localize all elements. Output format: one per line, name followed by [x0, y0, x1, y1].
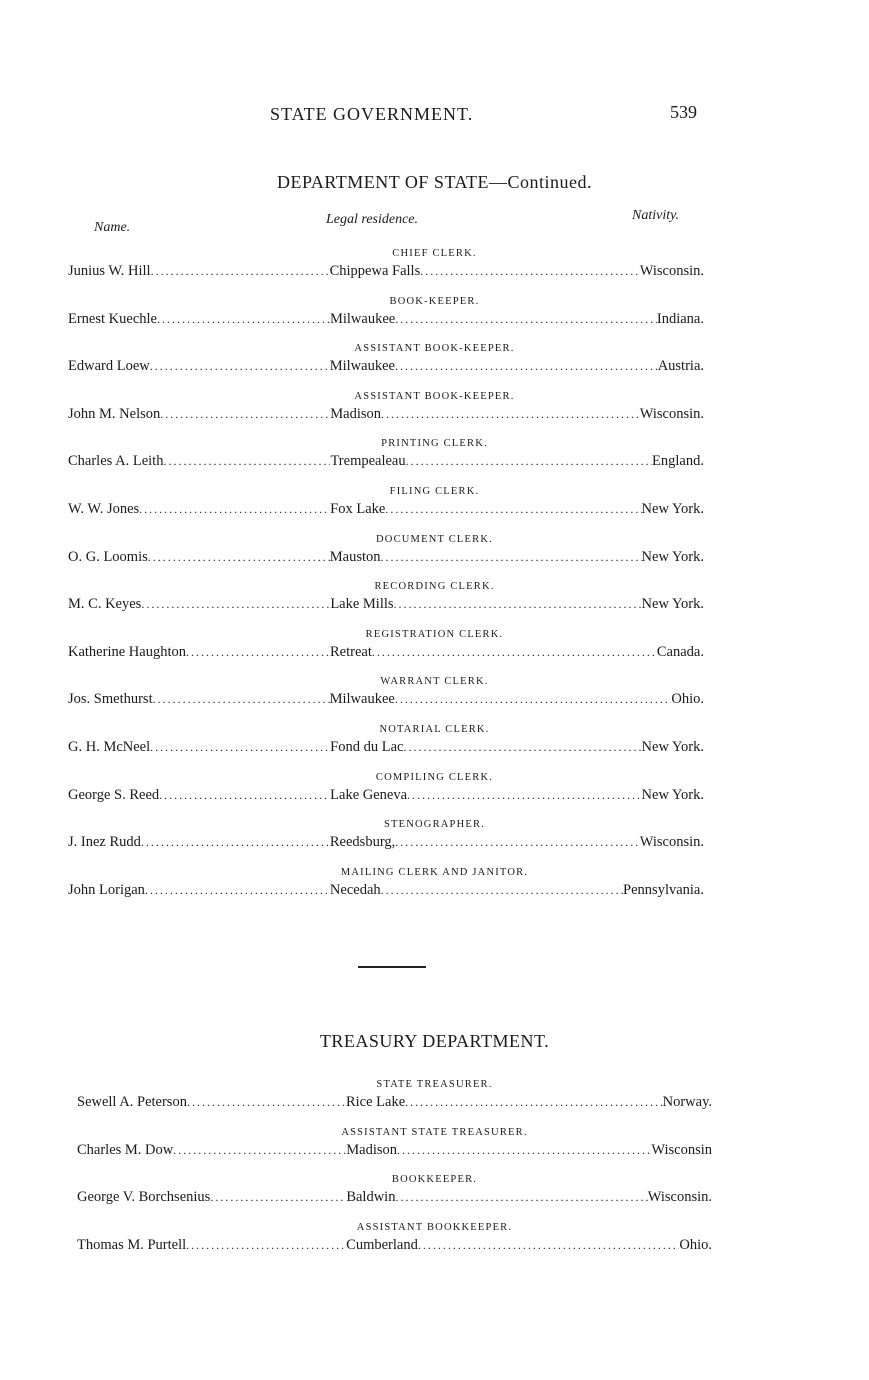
nativity: Canada. [656, 643, 704, 660]
entry-row [68, 785, 704, 805]
office-title: RECORDING CLERK. [374, 581, 495, 593]
legal-residence: Baldwin [346, 1189, 396, 1206]
office-title: MAILING CLERK AND JANITOR. [340, 866, 529, 878]
nativity: New York. [641, 501, 704, 517]
legal-residence: Fox Lake [330, 501, 386, 517]
department-of-state-heading: DEPARTMENT OF STATE—Continued. [276, 172, 592, 192]
dot-leader [148, 547, 330, 567]
office-title: CHIEF CLERK. [392, 248, 477, 259]
legal-residence: Rice Lake [345, 1094, 406, 1110]
legal-residence: Milwaukee [329, 310, 396, 327]
roster-entry [0, 246, 869, 281]
nativity: Wisconsin. [639, 405, 704, 422]
legal-residence: Trempealeau [330, 453, 406, 470]
entry-row [68, 737, 704, 757]
section-divider [358, 966, 426, 968]
dot-leader [403, 737, 641, 757]
dot-leader [145, 880, 330, 900]
person-name: Sewell A. Peterson [77, 1094, 187, 1110]
nativity: Wisconsin. [639, 263, 704, 279]
office-title: ASSISTANT BOOK-KEEPER. [354, 343, 515, 355]
nativity: Ohio. [679, 1236, 712, 1253]
office-title: REGISTRATION CLERK. [365, 628, 504, 640]
office-title: ASSISTANT STATE TREASURER. [341, 1126, 528, 1138]
legal-residence: Chippewa Falls [329, 263, 421, 279]
legal-residence: Milwaukee [329, 691, 395, 708]
person-name: Charles M. Dow [77, 1141, 174, 1158]
legal-residence: Mauston [329, 548, 381, 565]
legal-residence: Madison [330, 405, 381, 422]
dot-leader [381, 404, 640, 424]
legal-residence: Cumberland [346, 1236, 418, 1253]
entry-row [68, 547, 704, 567]
column-header-name: Name. [94, 220, 131, 235]
dot-leader [151, 261, 330, 281]
office-title: BOOK-KEEPER. [389, 295, 480, 307]
dot-leader [385, 499, 641, 519]
dot-leader [394, 594, 642, 614]
entry-row [77, 1187, 712, 1207]
person-name: John M. Nelson [68, 405, 161, 422]
nativity: Austria. [657, 358, 704, 375]
entry-row [68, 261, 704, 281]
dot-leader [395, 356, 658, 376]
column-header-nativity: Nativity. [632, 208, 680, 223]
dot-leader [210, 1187, 346, 1207]
dot-leader [139, 499, 330, 519]
person-name: W. W. Jones [68, 501, 140, 517]
legal-residence: Lake Geneva [330, 786, 408, 803]
running-head [0, 104, 869, 132]
roster-entry [0, 674, 869, 709]
roster-entry [0, 1077, 869, 1112]
nativity: Wisconsin. [647, 1189, 712, 1206]
nativity: Wisconsin. [639, 834, 704, 851]
office-title: BOOKKEEPER. [391, 1174, 478, 1186]
page-number: 539 [670, 102, 697, 122]
dot-leader [159, 785, 330, 805]
dot-leader [173, 1140, 346, 1160]
roster-entry [0, 770, 869, 805]
dot-leader [186, 1235, 346, 1255]
dot-leader [407, 785, 642, 805]
office-title: WARRANT CLERK. [380, 676, 489, 688]
dot-leader [141, 594, 330, 614]
person-name: George V. Borchsenius [77, 1189, 211, 1206]
treasury-department-heading: TREASURY DEPARTMENT. [319, 1031, 550, 1051]
nativity: Norway. [662, 1094, 712, 1110]
nativity: Wisconsin [651, 1141, 712, 1158]
entry-row [68, 309, 704, 329]
office-title: FILING CLERK. [389, 486, 480, 497]
roster-entry [0, 341, 869, 376]
dot-leader [150, 356, 330, 376]
roster-entry [0, 1172, 869, 1207]
roster-entry [0, 627, 869, 662]
roster-entry [0, 389, 869, 424]
legal-residence: Milwaukee [329, 358, 395, 375]
dot-leader [420, 261, 640, 281]
office-title: DOCUMENT CLERK. [376, 533, 493, 545]
office-title: ASSISTANT BOOK-KEEPER. [354, 390, 515, 402]
legal-residence: Retreat [329, 643, 372, 660]
nativity: England. [652, 453, 704, 470]
office-title: STENOGRAPHER. [383, 819, 486, 831]
person-name: Thomas M. Purtell [77, 1236, 187, 1253]
entry-row [68, 594, 704, 614]
dot-leader [418, 1235, 680, 1255]
dot-leader [157, 309, 330, 329]
dot-leader [153, 689, 330, 709]
running-title: STATE GOVERNMENT. [270, 104, 474, 124]
entry-row [68, 880, 704, 900]
entry-row [68, 404, 704, 424]
person-name: Katherine Haughton [68, 643, 186, 660]
dot-leader [372, 642, 657, 662]
dot-leader [381, 547, 642, 567]
roster-entry [0, 484, 869, 519]
person-name: O. G. Loomis [68, 548, 148, 565]
column-header-residence: Legal residence. [326, 212, 419, 227]
legal-residence: Madison [346, 1141, 398, 1158]
nativity: Pennsylvania. [623, 881, 704, 898]
nativity: New York. [641, 786, 704, 803]
entry-row [77, 1140, 712, 1160]
legal-residence: Necedah [329, 881, 381, 898]
dot-leader [405, 1092, 662, 1112]
entry-row [68, 451, 704, 471]
person-name: Jos. Smethurst [68, 691, 153, 708]
nativity: New York. [641, 548, 704, 565]
roster-entry [0, 436, 869, 471]
roster-entry [0, 722, 869, 757]
dot-leader [160, 404, 330, 424]
nativity: Indiana. [656, 310, 704, 327]
entry-row [68, 499, 704, 519]
roster-entry [0, 1125, 869, 1160]
roster-entry [0, 532, 869, 567]
roster-entry [0, 294, 869, 329]
dot-leader [397, 1140, 651, 1160]
entry-row [68, 356, 704, 376]
office-title: STATE TREASURER. [376, 1079, 493, 1090]
dot-leader [141, 832, 330, 852]
office-title: NOTARIAL CLERK. [379, 724, 490, 735]
person-name: Charles A. Leith [68, 453, 164, 470]
entry-row [68, 689, 704, 709]
office-title: PRINTING CLERK. [381, 438, 488, 450]
roster-entry [0, 865, 869, 900]
dot-leader [395, 689, 672, 709]
dot-leader [406, 451, 652, 471]
entry-row [68, 832, 704, 852]
person-name: Junius W. Hill [68, 263, 151, 279]
entry-row [77, 1092, 712, 1112]
person-name: M. C. Keyes [68, 596, 142, 613]
nativity: New York. [641, 596, 704, 613]
legal-residence: Reedsburg, [329, 834, 396, 851]
roster-entry [0, 817, 869, 852]
office-title: COMPILING CLERK. [375, 771, 494, 783]
person-name: George S. Reed [68, 786, 160, 803]
legal-residence: Fond du Lac [330, 739, 404, 755]
legal-residence: Lake Mills [330, 596, 394, 613]
dot-leader [395, 832, 639, 852]
dot-leader [187, 1092, 346, 1112]
dot-leader [163, 451, 330, 471]
person-name: J. Inez Rudd [68, 834, 141, 851]
person-name: John Lorigan [68, 881, 145, 898]
entry-row [68, 642, 704, 662]
nativity: New York. [641, 739, 704, 755]
dot-leader [395, 309, 657, 329]
person-name: G. H. McNeel [68, 739, 151, 755]
roster-entry [0, 579, 869, 614]
roster-entry [0, 1220, 869, 1255]
office-title: ASSISTANT BOOKKEEPER. [356, 1221, 513, 1233]
nativity: Ohio. [671, 691, 704, 708]
dot-leader [381, 880, 623, 900]
entry-row [77, 1235, 712, 1255]
dot-leader [395, 1187, 647, 1207]
dot-leader [186, 642, 330, 662]
dot-leader [150, 737, 330, 757]
person-name: Ernest Kuechle [68, 310, 157, 327]
person-name: Edward Loew [68, 358, 150, 375]
